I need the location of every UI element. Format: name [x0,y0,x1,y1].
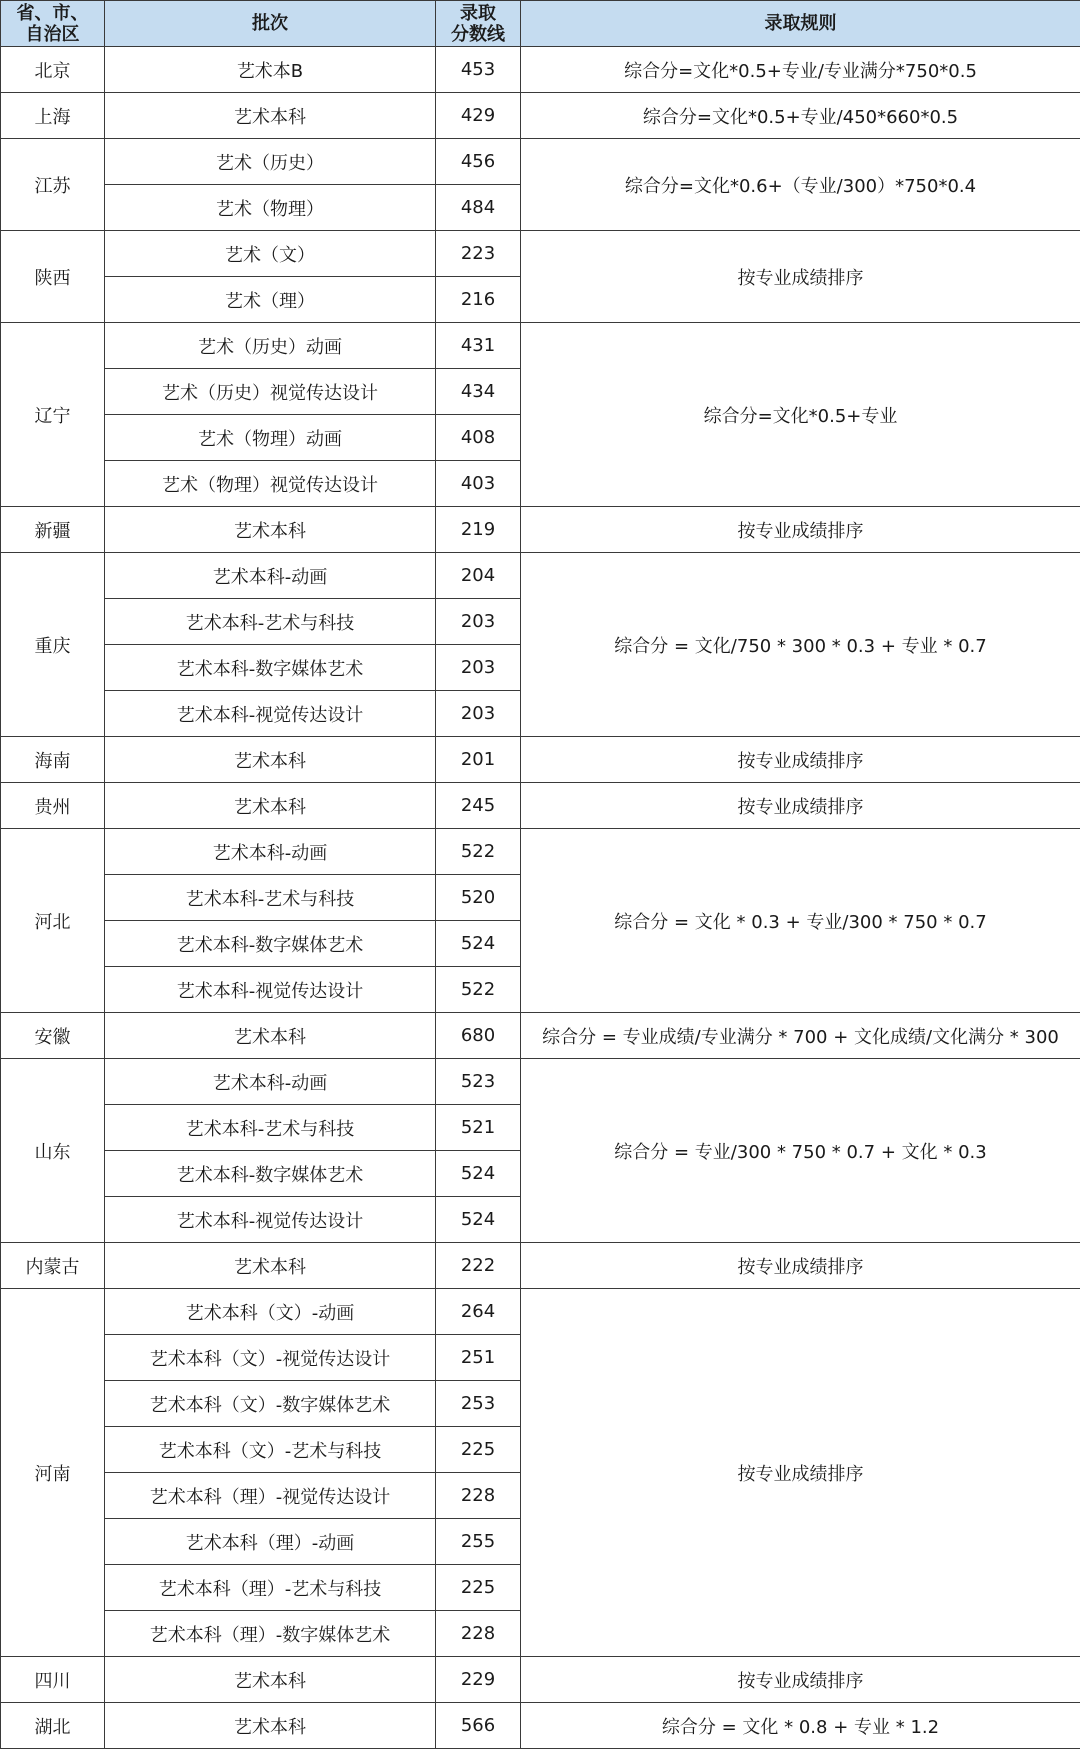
score-cell: 216 [436,277,521,323]
rule-cell: 按专业成绩排序 [521,1243,1080,1289]
score-cell: 225 [436,1565,521,1611]
province-cell: 新疆 [1,507,105,553]
rule-cell: 按专业成绩排序 [521,737,1080,783]
table-row [1,1243,1080,1289]
score-cell: 203 [436,645,521,691]
province-cell: 辽宁 [1,323,105,507]
batch-cell: 艺术本科-数字媒体艺术 [105,645,436,691]
table-row [1,1059,1080,1105]
batch-cell: 艺术（历史） [105,139,436,185]
batch-cell: 艺术本科-视觉传达设计 [105,691,436,737]
score-cell: 524 [436,921,521,967]
batch-cell: 艺术（理） [105,277,436,323]
score-cell: 255 [436,1519,521,1565]
score-cell: 523 [436,1059,521,1105]
batch-cell: 艺术本科-艺术与科技 [105,875,436,921]
batch-cell: 艺术本科-视觉传达设计 [105,1197,436,1243]
batch-cell: 艺术本科 [105,93,436,139]
batch-cell: 艺术本科（文）-数字媒体艺术 [105,1381,436,1427]
batch-cell: 艺术本科 [105,1013,436,1059]
batch-cell: 艺术本科 [105,1657,436,1703]
header-row [1,1,1080,47]
batch-cell: 艺术本科（理）-动画 [105,1519,436,1565]
score-cell: 434 [436,369,521,415]
score-cell: 203 [436,599,521,645]
batch-cell: 艺术本B [105,47,436,93]
score-cell: 264 [436,1289,521,1335]
score-cell: 251 [436,1335,521,1381]
rule-cell: 按专业成绩排序 [521,507,1080,553]
header-province-line1: 省、市、 [1,3,104,24]
province-cell: 山东 [1,1059,105,1243]
header-score-line1: 录取 [436,3,520,24]
table-row [1,93,1080,139]
batch-cell: 艺术本科（理）-数字媒体艺术 [105,1611,436,1657]
header-score-line2: 分数线 [436,24,520,45]
batch-cell: 艺术本科-视觉传达设计 [105,967,436,1013]
rule-cell: 综合分 = 专业/300 * 750 * 0.7 + 文化 * 0.3 [521,1059,1080,1243]
score-cell: 521 [436,1105,521,1151]
rule-cell: 按专业成绩排序 [521,1289,1080,1657]
table-row [1,323,1080,369]
rule-cell: 综合分=文化*0.5+专业 [521,323,1080,507]
score-cell: 456 [436,139,521,185]
batch-cell: 艺术（历史）动画 [105,323,436,369]
table-row [1,1657,1080,1703]
batch-cell: 艺术本科-动画 [105,829,436,875]
header-rule: 录取规则 [521,1,1080,47]
score-cell: 403 [436,461,521,507]
batch-cell: 艺术（物理） [105,185,436,231]
table-row [1,737,1080,783]
score-cell: 201 [436,737,521,783]
rule-cell: 综合分 = 文化/750 * 300 * 0.3 + 专业 * 0.7 [521,553,1080,737]
province-cell: 内蒙古 [1,1243,105,1289]
province-cell: 江苏 [1,139,105,231]
batch-cell: 艺术本科（理）-视觉传达设计 [105,1473,436,1519]
batch-cell: 艺术本科 [105,507,436,553]
batch-cell: 艺术本科-数字媒体艺术 [105,1151,436,1197]
batch-cell: 艺术（物理）动画 [105,415,436,461]
rule-cell: 综合分=文化*0.6+（专业/300）*750*0.4 [521,139,1080,231]
score-cell: 245 [436,783,521,829]
batch-cell: 艺术本科-艺术与科技 [105,1105,436,1151]
table-row [1,507,1080,553]
score-cell: 429 [436,93,521,139]
rule-cell: 按专业成绩排序 [521,1657,1080,1703]
rule-cell: 综合分 = 文化 * 0.8 + 专业 * 1.2 [521,1703,1080,1749]
batch-cell: 艺术本科-动画 [105,1059,436,1105]
header-province-line2: 自治区 [1,24,104,45]
score-cell: 222 [436,1243,521,1289]
score-cell: 408 [436,415,521,461]
batch-cell: 艺术本科 [105,737,436,783]
score-cell: 203 [436,691,521,737]
score-cell: 228 [436,1473,521,1519]
score-cell: 484 [436,185,521,231]
score-cell: 453 [436,47,521,93]
province-cell: 河北 [1,829,105,1013]
province-cell: 安徽 [1,1013,105,1059]
score-cell: 566 [436,1703,521,1749]
rule-cell: 综合分=文化*0.5+专业/专业满分*750*0.5 [521,47,1080,93]
rule-cell: 按专业成绩排序 [521,231,1080,323]
province-cell: 重庆 [1,553,105,737]
score-cell: 223 [436,231,521,277]
score-cell: 228 [436,1611,521,1657]
score-cell: 253 [436,1381,521,1427]
province-cell: 北京 [1,47,105,93]
province-cell: 四川 [1,1657,105,1703]
batch-cell: 艺术本科-数字媒体艺术 [105,921,436,967]
score-cell: 225 [436,1427,521,1473]
score-cell: 219 [436,507,521,553]
score-cell: 520 [436,875,521,921]
table-row [1,47,1080,93]
score-cell: 524 [436,1197,521,1243]
score-cell: 229 [436,1657,521,1703]
province-cell: 河南 [1,1289,105,1657]
rule-cell: 综合分=文化*0.5+专业/450*660*0.5 [521,93,1080,139]
table-row [1,139,1080,185]
table-row [1,829,1080,875]
batch-cell: 艺术本科 [105,1703,436,1749]
score-cell: 522 [436,967,521,1013]
table-row [1,1013,1080,1059]
batch-cell: 艺术（物理）视觉传达设计 [105,461,436,507]
rule-cell: 综合分 = 专业成绩/专业满分 * 700 + 文化成绩/文化满分 * 300 [521,1013,1080,1059]
province-cell: 湖北 [1,1703,105,1749]
province-cell: 贵州 [1,783,105,829]
batch-cell: 艺术（历史）视觉传达设计 [105,369,436,415]
table-row [1,783,1080,829]
score-cell: 680 [436,1013,521,1059]
table-row [1,231,1080,277]
province-cell: 上海 [1,93,105,139]
batch-cell: 艺术本科-动画 [105,553,436,599]
table-row [1,553,1080,599]
batch-cell: 艺术本科-艺术与科技 [105,599,436,645]
rule-cell: 按专业成绩排序 [521,783,1080,829]
score-cell: 431 [436,323,521,369]
rule-cell: 综合分 = 文化 * 0.3 + 专业/300 * 750 * 0.7 [521,829,1080,1013]
province-cell: 海南 [1,737,105,783]
batch-cell: 艺术本科（文）-艺术与科技 [105,1427,436,1473]
table-row [1,1289,1080,1335]
batch-cell: 艺术本科 [105,1243,436,1289]
province-cell: 陕西 [1,231,105,323]
batch-cell: 艺术本科（文）-动画 [105,1289,436,1335]
header-score [436,1,521,47]
table-body [1,47,1080,1749]
batch-cell: 艺术（文） [105,231,436,277]
score-cell: 204 [436,553,521,599]
batch-cell: 艺术本科（理）-艺术与科技 [105,1565,436,1611]
batch-cell: 艺术本科 [105,783,436,829]
score-cell: 522 [436,829,521,875]
batch-cell: 艺术本科（文）-视觉传达设计 [105,1335,436,1381]
header-batch: 批次 [105,1,436,47]
header-province [1,1,105,47]
table-header [1,1,1080,47]
score-cell: 524 [436,1151,521,1197]
table-row [1,1703,1080,1749]
